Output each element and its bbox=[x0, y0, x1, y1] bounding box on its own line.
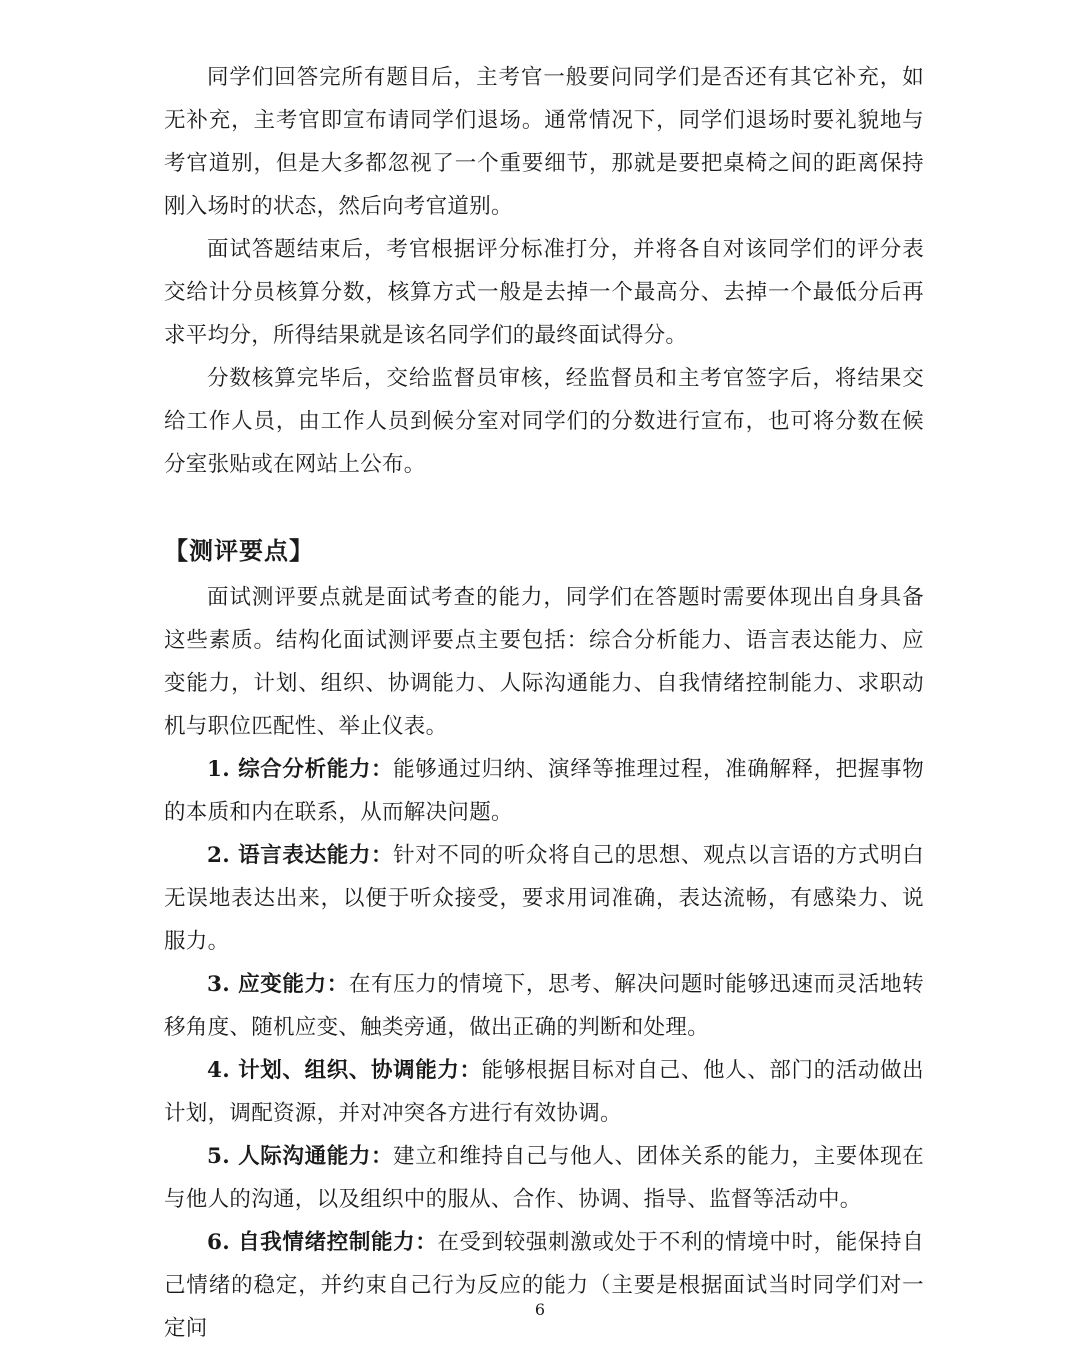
paragraph-announcement: 分数核算完毕后，交给监督员审核，经监督员和主考官签字后，将结果交给工作人员，由工作人员到候分室对同学们的分数进行宣布，也可将分数在候分室张贴或在网站上公布。 bbox=[164, 366, 924, 477]
item-heading: 3. 应变能力： bbox=[207, 972, 349, 997]
paragraph-exit-procedure: 同学们回答完所有题目后，主考官一般要问同学们是否还有其它补充，如无补充，主考官即宣布请同学们退场。通常情况下，同学们退场时要礼貌地与考官道别，但是大多都忽视了一个重要细节，那就是要把桌椅之间的距离保持刚入场时的状态，然后向考官道别。 bbox=[164, 65, 924, 219]
list-item bbox=[164, 963, 924, 1049]
section-title: 【测评要点】 bbox=[164, 536, 314, 565]
item-heading: 1. 综合分析能力： bbox=[207, 757, 394, 782]
item-heading: 6. 自我情绪控制能力： bbox=[207, 1230, 438, 1255]
item-heading: 4. 计划、组织、协调能力： bbox=[207, 1058, 482, 1083]
list-item bbox=[164, 748, 924, 834]
item-heading: 5. 人际沟通能力： bbox=[207, 1144, 394, 1169]
item-body: 建立和维持自己与他人、团体关系的能力，主要体现在与他人的沟通，以及组织中的服从、合作、协调、指导、监督等活动中。 bbox=[164, 1144, 924, 1212]
item-heading: 2. 语言表达能力： bbox=[207, 843, 394, 868]
item-body: 能够通过归纳、演绎等推理过程，准确解释，把握事物的本质和内在联系，从而解决问题。 bbox=[164, 757, 924, 825]
list-item bbox=[164, 1135, 924, 1221]
item-body: 在受到较强刺激或处于不利的情境中时，能保持自己情绪的稳定，并约束自己行为反应的能力（主要是根据面试当时同学们对一定问 bbox=[164, 1230, 924, 1341]
page-number: 6 bbox=[534, 1300, 546, 1319]
paragraph-scoring: 面试答题结束后，考官根据评分标准打分，并将各自对该同学们的评分表交给计分员核算分数，核算方式一般是去掉一个最高分、去掉一个最低分后再求平均分，所得结果就是该名同学们的最终面试得分。 bbox=[164, 237, 924, 348]
list-item bbox=[164, 834, 924, 963]
section-spacer bbox=[164, 486, 924, 529]
list-item bbox=[164, 1049, 924, 1135]
item-body: 在有压力的情境下，思考、解决问题时能够迅速而灵活地转移角度、随机应变、触类旁通，做出正确的判断和处理。 bbox=[164, 972, 924, 1040]
item-body: 针对不同的听众将自己的思想、观点以言语的方式明白无误地表达出来，以便于听众接受，要求用词准确，表达流畅，有感染力、说服力。 bbox=[164, 843, 924, 954]
item-body: 能够根据目标对自己、他人、部门的活动做出计划，调配资源，并对冲突各方进行有效协调。 bbox=[164, 1058, 924, 1126]
list-item bbox=[164, 1221, 924, 1350]
page-content bbox=[164, 56, 924, 1350]
section-intro: 面试测评要点就是面试考查的能力，同学们在答题时需要体现出自身具备这些素质。结构化面试测评要点主要包括：综合分析能力、语言表达能力、应变能力，计划、组织、协调能力、人际沟通能力、自我情绪控制能力、求职动机与职位匹配性、举止仪表。 bbox=[164, 585, 924, 739]
